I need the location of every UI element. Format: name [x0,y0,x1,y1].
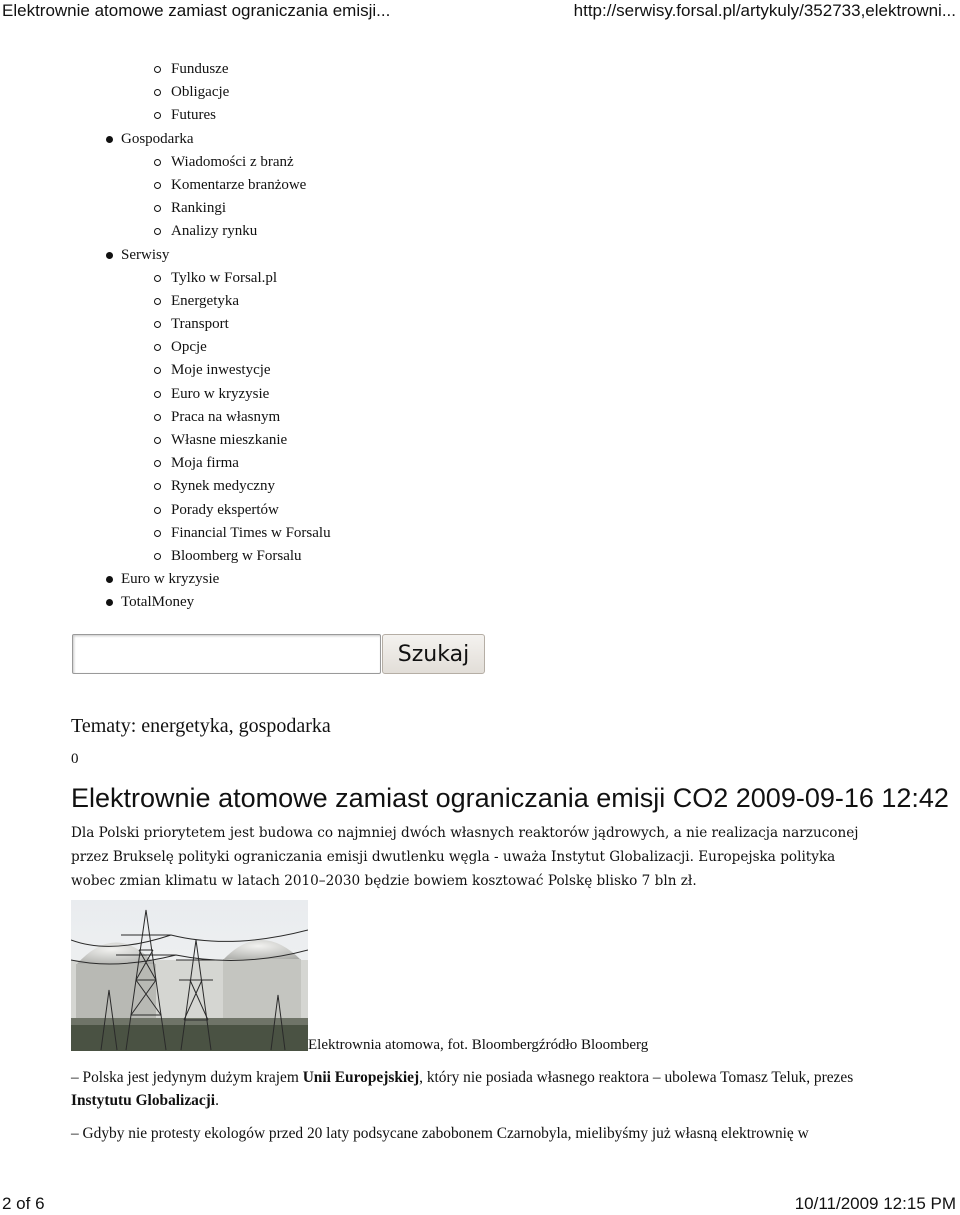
nav-item-label[interactable]: TotalMoney [121,594,195,611]
circle-bullet-icon [154,275,161,282]
nav-item-label[interactable]: Energetyka [171,292,240,309]
nav-subcategory-item[interactable] [121,290,331,313]
nav-category-item[interactable] [121,128,331,151]
paragraph-text: . [215,1092,219,1109]
nav-item-label[interactable]: Rynek medyczny [171,478,275,495]
nav-item-label[interactable]: Bloomberg w Forsalu [171,547,302,564]
nav-subcategory-item[interactable] [121,429,331,452]
circle-bullet-icon [154,321,161,328]
photo-caption: Elektrownia atomowa, fot. Bloombergźródło Bloomberg [308,1037,649,1053]
category-list [121,58,331,615]
nav-subcategory-item[interactable] [121,406,331,429]
nav-subcategory-item[interactable] [121,522,331,545]
nav-category-item[interactable] [121,591,331,614]
nav-item-label[interactable]: Futures [171,107,216,124]
nav-subcategory-item[interactable] [121,499,331,522]
category-nav [121,58,331,615]
nav-item-label[interactable]: Porady ekspertów [171,501,279,518]
nav-item-label[interactable]: Transport [171,316,229,333]
nav-subcategory-item[interactable] [121,336,331,359]
print-header-url: http://serwisy.forsal.pl/artykuly/352733,elektrowni... [573,1,956,20]
nav-subcategory-item[interactable] [121,58,331,81]
article-title: Elektrownie atomowe zamiast ograniczania emisji CO2 2009-09-16 12:42 [71,783,949,813]
nav-subcategory-item[interactable] [121,452,331,475]
disc-bullet-icon [106,136,113,143]
circle-bullet-icon [154,553,161,560]
nav-item-label[interactable]: Komentarze branżowe [171,176,307,193]
print-header-title: Elektrownie atomowe zamiast ograniczania emisji... [2,1,391,20]
nav-subcategory-item[interactable] [121,174,331,197]
circle-bullet-icon [154,414,161,421]
nav-item-label[interactable]: Financial Times w Forsalu [171,524,331,541]
circle-bullet-icon [154,205,161,212]
nav-category-item[interactable] [121,244,331,267]
article-photo [71,900,308,1051]
circle-bullet-icon [154,530,161,537]
search-input[interactable] [72,634,381,674]
nav-item-label[interactable]: Praca na własnym [171,408,281,425]
nav-item-label[interactable]: Gospodarka [121,130,194,147]
nav-item-label[interactable]: Moje inwestycje [171,362,271,379]
nav-item-label[interactable]: Tylko w Forsal.pl [171,269,278,286]
circle-bullet-icon [154,367,161,374]
disc-bullet-icon [106,576,113,583]
circle-bullet-icon [154,344,161,351]
nav-item-label[interactable]: Analizy rynku [171,223,258,240]
circle-bullet-icon [154,159,161,166]
nav-subcategory-item[interactable] [121,267,331,290]
circle-bullet-icon [154,437,161,444]
nav-subcategory-item[interactable] [121,81,331,104]
nav-subcategory-item[interactable] [121,197,331,220]
article-lead: Dla Polski priorytetem jest budowa co najmniej dwóch własnych reaktorów jądrowych, a nie realizacja narzuconej przez Brukselę polityki ograniczania emisji dwutlenku węgla - uważa Instytut Globalizacji. Europejska polityka wobec zmian klimatu w latach 2010–2030 będzie bowiem kosztować Polskę blisko 7 bln zł. [71,825,859,889]
nav-item-label[interactable]: Obligacje [171,84,230,101]
print-header [0,0,960,24]
nav-subcategory-item[interactable] [121,313,331,336]
disc-bullet-icon [106,599,113,606]
nav-item-label[interactable]: Rankingi [171,200,226,217]
circle-bullet-icon [154,483,161,490]
nav-subcategory-item[interactable] [121,359,331,382]
nav-subcategory-item[interactable] [121,104,331,127]
nav-item-label[interactable]: Fundusze [171,61,229,77]
circle-bullet-icon [154,228,161,235]
nav-item-label[interactable]: Opcje [171,339,207,356]
circle-bullet-icon [154,298,161,305]
paragraph-text: – Polska jest jedynym dużym krajem [71,1069,303,1086]
comment-count[interactable]: 0 [71,751,79,767]
nav-subcategory-item[interactable] [121,383,331,406]
circle-bullet-icon [154,112,161,119]
article-paragraph [71,1066,891,1112]
circle-bullet-icon [154,89,161,96]
nav-item-label[interactable]: Wiadomości z branż [171,153,294,170]
circle-bullet-icon [154,460,161,467]
paragraph-text: , który nie posiada własnego reaktora – ubolewa Tomasz Teluk, prezes [419,1069,854,1086]
disc-bullet-icon [106,252,113,259]
nav-item-label[interactable]: Euro w kryzysie [171,385,270,402]
nav-item-label[interactable]: Moja firma [171,455,239,472]
nav-subcategory-item[interactable] [121,151,331,174]
circle-bullet-icon [154,391,161,398]
page-number: 2 of 6 [2,1194,45,1213]
nav-subcategory-item[interactable] [121,220,331,243]
article-topics: Tematy: energetyka, gospodarka [71,715,331,737]
nav-item-label[interactable]: Euro w kryzysie [121,571,220,588]
nav-subcategory-item[interactable] [121,545,331,568]
circle-bullet-icon [154,507,161,514]
circle-bullet-icon [154,66,161,73]
link-instytutu-globalizacji[interactable]: Instytutu Globalizacji [71,1092,216,1109]
nav-category-item[interactable] [121,568,331,591]
nuclear-plant-photo [71,900,308,1051]
search-button[interactable]: Szukaj [382,634,485,674]
nav-item-label[interactable]: Serwisy [121,246,170,263]
article-paragraph: – Gdyby nie protesty ekologów przed 20 laty podsycane zabobonem Czarnobyla, mielibyśmy już własną elektrownię w [71,1125,809,1142]
nav-subcategory-item[interactable] [121,475,331,498]
circle-bullet-icon [154,182,161,189]
print-footer [0,1194,960,1214]
nav-item-label[interactable]: Własne mieszkanie [171,432,288,448]
print-datetime: 10/11/2009 12:15 PM [794,1194,956,1213]
link-unii-europejskiej[interactable]: Unii Europejskiej [302,1069,420,1086]
